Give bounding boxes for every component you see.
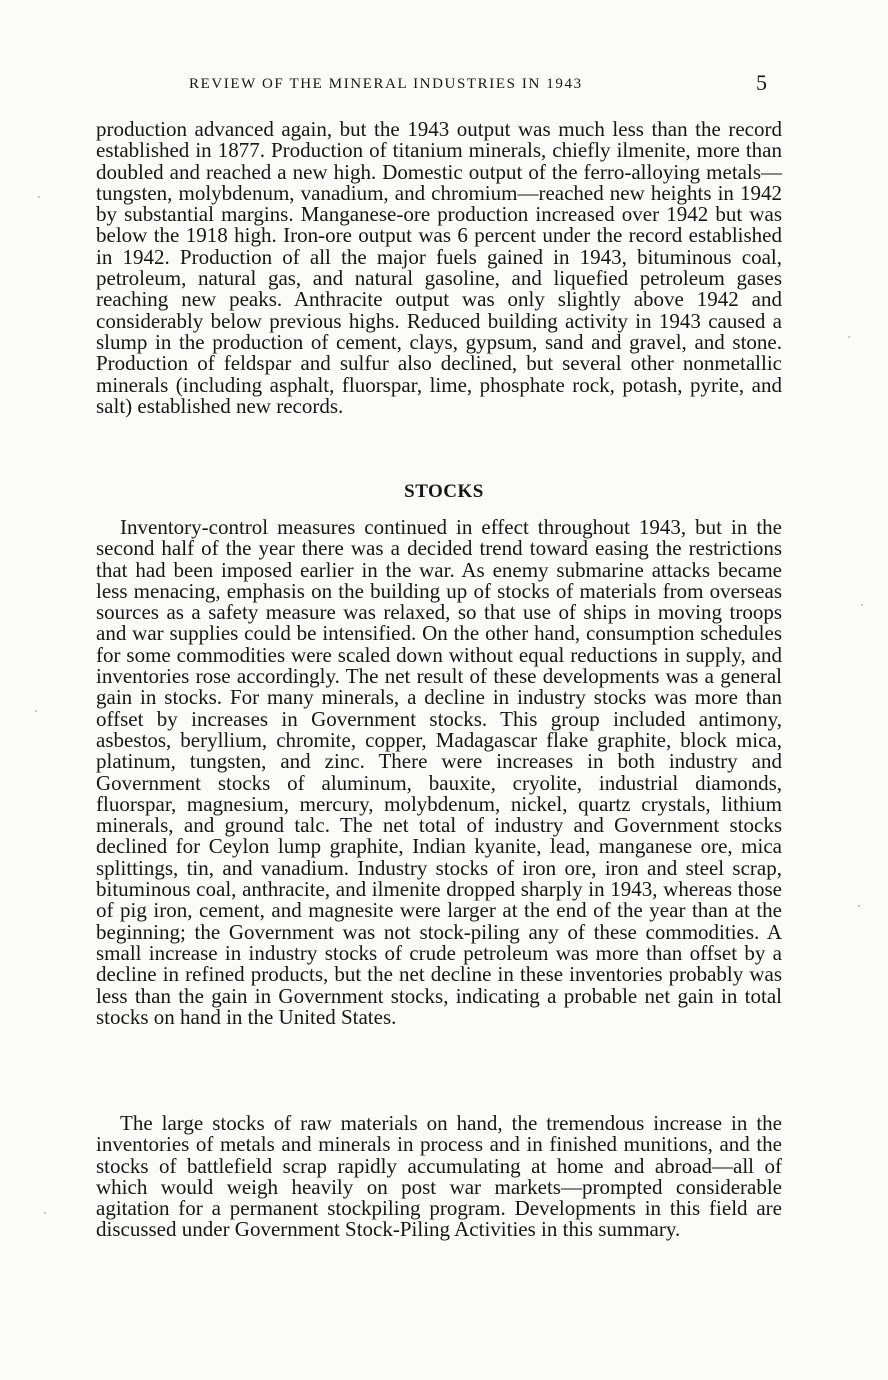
scan-speck	[858, 905, 860, 907]
running-header	[0, 70, 888, 104]
scan-speck	[35, 710, 37, 712]
section-heading-stocks: STOCKS	[404, 481, 484, 502]
page-number: 5	[756, 70, 767, 95]
paragraph-stocks: Inventory-control measures continued in effect throughout 1943, but in the second half of the year there was a decided trend toward easing the restrictions that had been imposed earlier in the war. As enemy submarine attacks became less menacing, emphasis on the building up of stocks of materials from overseas sources as a safety measure was relaxed, so that use of ships in moving troops and war supplies could be intensified. On the other hand, consumption schedules for some commodities were scaled down without equal reductions in supply, and inventories rose accordingly. The net result of these developments was a general gain in stocks. For many minerals, a decline in industry stocks was more than offset by increases in Government stocks. This group included antimony, asbestos, beryllium, chromite, copper, Madagascar flake graphite, block mica, platinum, tungsten, and zinc. There were increases in both industry and Government stocks of aluminum, bauxite, cryolite, industrial diamonds, fluorspar, magnesium, mercury, molybdenum, nickel, quartz crystals, lithium minerals, and ground talc. The net total of industry and Government stocks declined for Ceylon lump graphite, Indian kyanite, lead, manganese ore, mica splittings, tin, and vanadium. Industry stocks of iron ore, iron and steel scrap, bituminous coal, anthracite, and ilmenite dropped sharply in 1943, whereas those of pig iron, cement, and magnesite were larger at the end of the year than at the beginning; the Government was not stock-piling any of these commodities. A small increase in industry stocks of crude petroleum was more than offset by a decline in refined products, but the net decline in these inventories probably was less than the gain in Government stocks, indicating a probable net gain in total stocks on hand in the United States.	[96, 515, 782, 1029]
scan-speck	[848, 336, 850, 338]
paragraph-stock-piling: The large stocks of raw materials on hand, the tremendous increase in the inventories of metals and minerals in process and in finished munitions, and the stocks of battlefield scrap rapidly accumulating at home and abroad—all of which would weigh heavily on post war markets—prompted considerable agitation for a permanent stockpiling program. Developments in this field are discussed under Government Stock-Piling Activities in this summary.	[96, 1111, 782, 1242]
scan-speck	[44, 1212, 46, 1214]
scan-speck	[38, 196, 40, 198]
paragraph-production-summary: production advanced again, but the 1943 output was much less than the record established in 1877. Production of titanium minerals, chiefly ilmenite, more than doubled and reached a new high. Domestic output of the ferro-alloying metals—tungsten, molybdenum, vanadium, and chromium—reached new heights in 1942 by substantial margins. Manganese-ore production increased over 1942 but was below the 1918 high. Iron-ore output was 6 percent under the record established in 1942. Production of all the major fuels gained in 1943, bituminous coal, petroleum, natural gas, and natural gasoline, and liquefied petroleum gases reaching new peaks. Anthracite output was only slightly above 1942 and considerably below previous highs. Reduced building activity in 1943 caused a slump in the production of cement, clays, gypsum, sand and gravel, and stone. Production of feldspar and sulfur also declined, but several other nonmetallic minerals (including asphalt, fluorspar, lime, phosphate rock, potash, pyrite, and salt) established new records.	[96, 117, 782, 418]
running-title: REVIEW OF THE MINERAL INDUSTRIES IN 1943	[189, 76, 583, 92]
scan-speck	[861, 604, 863, 606]
